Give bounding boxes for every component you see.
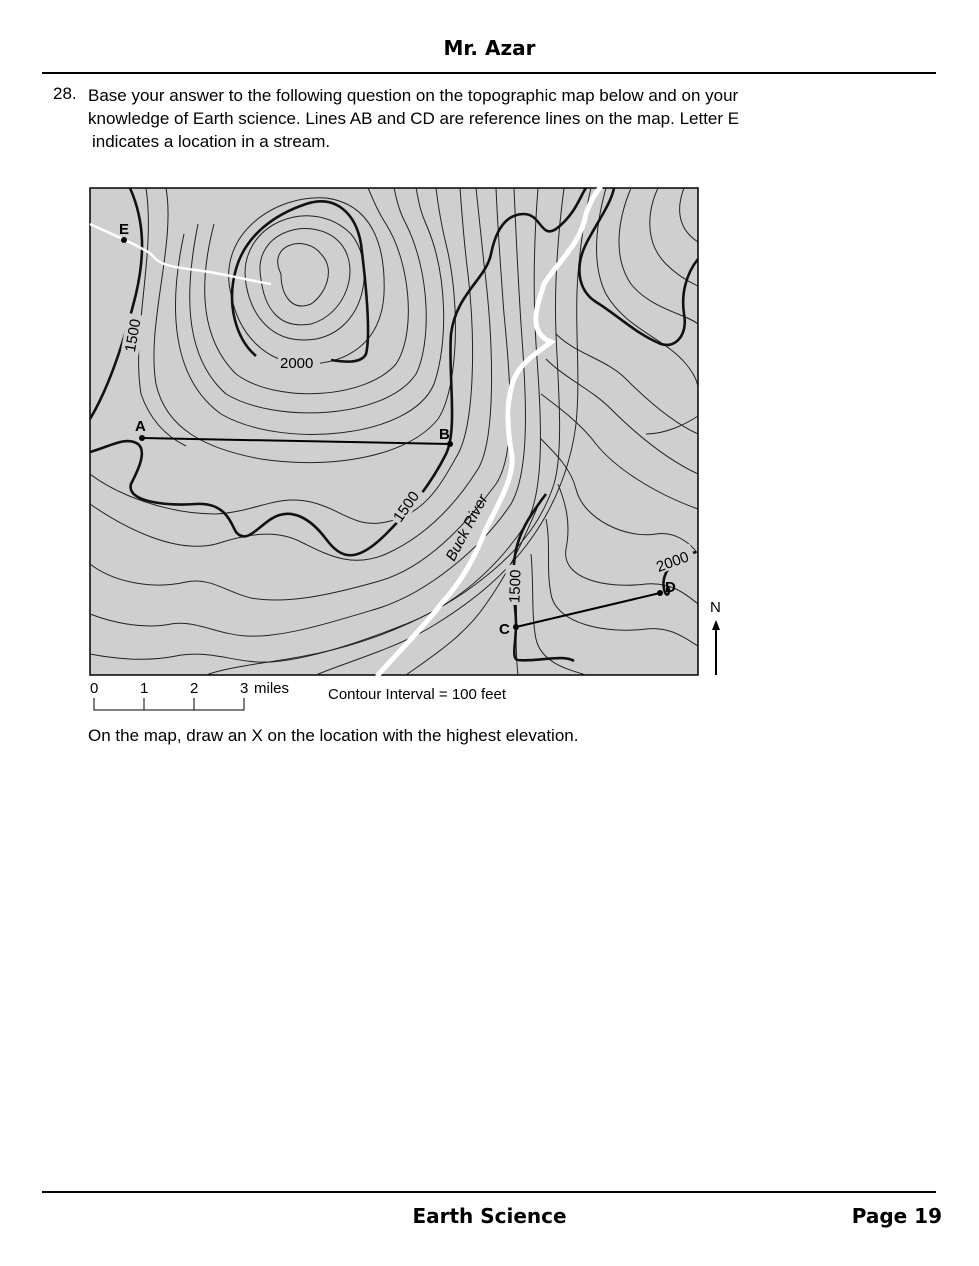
north-arrow-icon (712, 620, 720, 630)
scale-tick-label: 1 (140, 680, 149, 697)
page-number: Page 19 (851, 1204, 942, 1228)
question-number: 28. (53, 84, 77, 103)
point-b-label: B (439, 426, 450, 443)
header-rule (42, 72, 936, 74)
contour-label-1500-left: 1500 (121, 317, 145, 354)
scale-tick-label: 3 (240, 680, 249, 697)
footer-subject: Earth Science (412, 1204, 567, 1228)
contour-label-2000-upper: 2000 (280, 355, 314, 372)
instruction-text: On the map, draw an X on the location with the highest elevation. (88, 726, 579, 745)
footer-rule (42, 1191, 936, 1193)
header-title: Mr. Azar (443, 36, 536, 60)
point-a-marker (139, 435, 145, 441)
point-a-label: A (135, 418, 146, 435)
topographic-map (86, 184, 746, 714)
point-e-label: E (119, 221, 130, 238)
contour-interval: Contour Interval = 100 feet (328, 686, 507, 703)
question-line-2: knowledge of Earth science. Lines AB and CD are reference lines on the map. Letter E (88, 109, 740, 128)
scale-tick-label: 0 (90, 680, 99, 697)
river-label: Buck River (442, 491, 492, 564)
contour-label-1500-lower: 1500 (506, 569, 525, 604)
contour-label-2000-right: 2000 (654, 548, 692, 576)
question-line-3: indicates a location in a stream. (92, 132, 331, 151)
scale-tick-label: 2 (190, 680, 199, 697)
point-d-marker (657, 590, 663, 596)
question-text (88, 84, 848, 153)
scale-unit: miles (254, 680, 290, 697)
contour-label-1500-mid: 1500 (389, 488, 424, 526)
question-line-1: Base your answer to the following question on the topographic map below and on your (88, 86, 739, 105)
point-d-label: D (665, 579, 676, 596)
point-c-marker (513, 624, 519, 630)
scale-bar (90, 680, 507, 710)
point-c-label: C (499, 621, 510, 638)
north-label: N (710, 599, 721, 616)
scale-line (94, 698, 244, 710)
